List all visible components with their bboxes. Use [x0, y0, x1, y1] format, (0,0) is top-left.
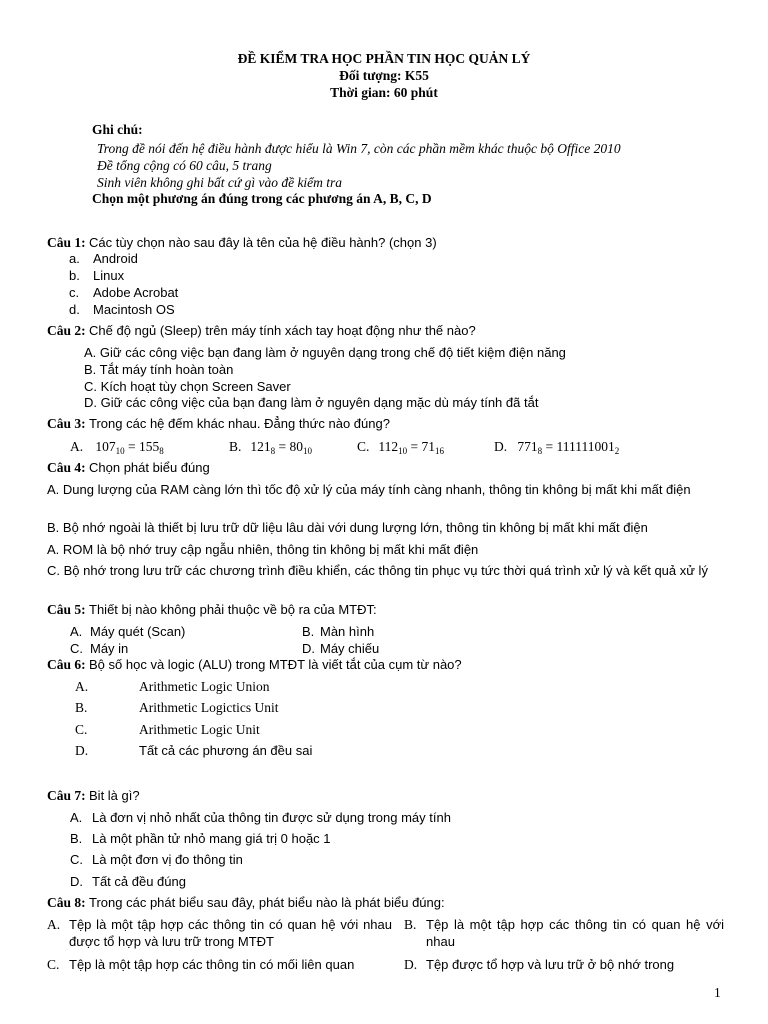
option-text: Màn hình [320, 624, 375, 639]
option-text: Adobe Acrobat [93, 285, 179, 300]
option: C. Kích hoạt tùy chọn Screen Saver [84, 379, 291, 394]
base: 2 [614, 446, 620, 456]
option-text: Tệp là một tập hợp các thông tin có mối liên quan [69, 957, 355, 972]
option-text: Là một phần tử nhỏ mang giá trị 0 hoặc 1 [92, 831, 331, 846]
option-text: Là đơn vị nhỏ nhất của thông tin được sử dụng trong máy tính [92, 810, 451, 825]
option-letter: B. [70, 831, 83, 846]
option-letter: b. [69, 268, 80, 283]
option [69, 267, 124, 284]
exam-title: ĐỀ KIỂM TRA HỌC PHẦN TIN HỌC QUẢN LÝ [237, 51, 531, 66]
option [70, 640, 128, 657]
option-text: Android [93, 251, 138, 266]
option: C. Bộ nhớ trong lưu trữ các chương trình điều khiển, các thông tin phục vụ tức thời quá trình xử lý và kết quả xử lý [47, 563, 708, 578]
page-number: 1 [714, 985, 721, 1000]
base: 10 [115, 446, 125, 456]
note-line: Sinh viên không ghi bất cứ gì vào đề kiểm tra [97, 175, 343, 190]
option-rhs: 80 [289, 439, 303, 454]
option-text: Arithmetic Logic Union [139, 679, 270, 694]
question-text: Bit là gì? [89, 788, 140, 803]
option-lhs: 771 [517, 439, 538, 454]
option-text: Máy in [90, 641, 129, 656]
question-label: Câu 8: [47, 895, 86, 910]
question-text: Bộ số học và logic (ALU) trong MTĐT là viết tắt của cụm từ nào? [89, 657, 462, 672]
question-label: Câu 2: [47, 323, 86, 338]
option-text: Tệp là một tập hợp các thông tin có quan hệ với nhau [426, 917, 724, 949]
base: 8 [537, 446, 543, 456]
option-text: Tất cả các phương án đều sai [139, 743, 313, 758]
question-text: Chế độ ngủ (Sleep) trên máy tính xách tay hoạt động như thế nào? [89, 323, 476, 338]
option-rhs: 71 [421, 439, 435, 454]
option-lhs: 121 [250, 439, 271, 454]
question-2 [47, 322, 476, 339]
option: A. $107_{10} = 155_8$ [70, 439, 164, 456]
notes-heading: Ghi chú: [92, 122, 143, 137]
question-3 [47, 415, 390, 432]
option-letter: C. [75, 722, 88, 737]
question-6 [47, 656, 462, 673]
question-label: Câu 3: [47, 416, 86, 431]
option [70, 830, 331, 847]
option-letter: D. [404, 957, 418, 972]
option-rhs: 111111001 [556, 439, 615, 454]
question-label: Câu 4: [47, 460, 86, 475]
option [69, 250, 138, 267]
exam-audience: Đối tượng: K55 [339, 68, 429, 83]
option [70, 873, 186, 890]
question-text: Các tùy chọn nào sau đây là tên của hệ điều hành? (chọn 3) [89, 235, 437, 250]
option: D. $771_8 = 111111001_2$ [494, 439, 620, 456]
option-rhs: 155 [139, 439, 160, 454]
question-text: Trong các phát biểu sau đây, phát biểu nào là phát biểu đúng: [89, 895, 445, 910]
option [70, 851, 243, 868]
question-5 [47, 601, 377, 618]
option-letter: A. [70, 810, 83, 825]
option-letter: B. [229, 439, 242, 454]
option-text: Macintosh OS [93, 302, 175, 317]
option: A. ROM là bộ nhớ truy cập ngẫu nhiên, thông tin không bị mất khi mất điện [47, 542, 479, 557]
option: C. $112_{10} = 71_{16}$ [357, 439, 444, 456]
question-text: Thiết bị nào không phải thuộc về bộ ra của MTĐT: [89, 602, 377, 617]
option-letter: C. [357, 439, 370, 454]
question-label: Câu 7: [47, 788, 86, 803]
option-text: Tệp được tổ hợp và lưu trữ ở bộ nhớ trong [426, 957, 675, 972]
option-letter: C. [70, 641, 83, 656]
note-line: Đề tổng cộng có 60 câu, 5 trang [97, 158, 272, 173]
option-letter: B. [404, 917, 417, 932]
option-text: Máy quét (Scan) [90, 624, 186, 639]
option: B. Bộ nhớ ngoài là thiết bị lưu trữ dữ liệu lâu dài với dung lượng lớn, thông tin không bị mất khi mất điện [47, 520, 648, 535]
question-label: Câu 5: [47, 602, 86, 617]
option-letter: D. [75, 743, 89, 758]
option: B. Tắt máy tính hoàn toàn [84, 362, 234, 377]
option-text: Máy chiếu [320, 641, 380, 656]
base: 8 [159, 446, 164, 456]
option-text: Tệp là một tập hợp các thông tin có quan hệ với nhau được tổ hợp và lưu trữ trong MTĐT [69, 917, 392, 949]
question-label: Câu 1: [47, 235, 86, 250]
option [70, 809, 451, 826]
option-letter: A. [70, 624, 83, 639]
option [69, 284, 178, 301]
option-letter: a. [69, 251, 80, 266]
option: B. $121_8 = 80_{10}$ [229, 439, 312, 456]
option-letter: A. [70, 439, 84, 454]
option [302, 640, 379, 657]
note-line: Trong đề nói đến hệ điều hành được hiểu là Win 7, còn các phần mềm khác thuộc bộ Office 2010 [97, 141, 621, 156]
base: 8 [270, 446, 276, 456]
option-letter: C. [70, 852, 83, 867]
question-7 [47, 787, 140, 804]
option: D. Giữ các công việc của bạn đang làm ở nguyên dạng mặc dù máy tính đã tắt [84, 395, 539, 410]
question-label: Câu 6: [47, 657, 86, 672]
option-text: Tất cả đều đúng [92, 874, 186, 889]
question-text: Trong các hệ đếm khác nhau. Đẳng thức nào đúng? [89, 416, 390, 431]
option-letter: c. [69, 285, 80, 300]
base: 10 [303, 446, 312, 456]
option-lhs: 112 [378, 439, 399, 454]
option [69, 301, 175, 318]
option-text: Linux [93, 268, 125, 283]
option-letter: C. [47, 957, 60, 972]
exam-duration: Thời gian: 60 phút [330, 85, 438, 100]
option: A. Dung lượng của RAM càng lớn thì tốc độ xử lý của máy tính càng nhanh, thông tin không bị mất khi mất điện [47, 482, 691, 497]
question-8 [47, 894, 445, 911]
question-4 [47, 459, 210, 476]
option-text: Arithmetic Logictics Unit [139, 700, 279, 715]
option-letter: d. [69, 302, 80, 317]
option-letter: B. [302, 624, 315, 639]
option-letter: D. [302, 641, 315, 656]
base: 10 [398, 446, 408, 456]
option-letter: A. [47, 917, 61, 932]
option [70, 623, 185, 640]
option-letter: B. [75, 700, 88, 715]
option: A. Giữ các công việc bạn đang làm ở nguyên dạng trong chế độ tiết kiệm điện năng [84, 345, 566, 360]
option-letter: A. [75, 679, 89, 694]
option-text: Arithmetic Logic Unit [139, 722, 260, 737]
question-text: Chọn phát biểu đúng [89, 460, 210, 475]
option-letter: D. [70, 874, 83, 889]
option-text: Là một đơn vị đo thông tin [92, 852, 243, 867]
question-1 [47, 234, 437, 251]
option-letter: D. [494, 439, 508, 454]
option-lhs: 107 [95, 439, 116, 454]
instruction: Chọn một phương án đúng trong các phương án A, B, C, D [92, 191, 432, 206]
base: 16 [435, 446, 444, 456]
option [302, 623, 374, 640]
